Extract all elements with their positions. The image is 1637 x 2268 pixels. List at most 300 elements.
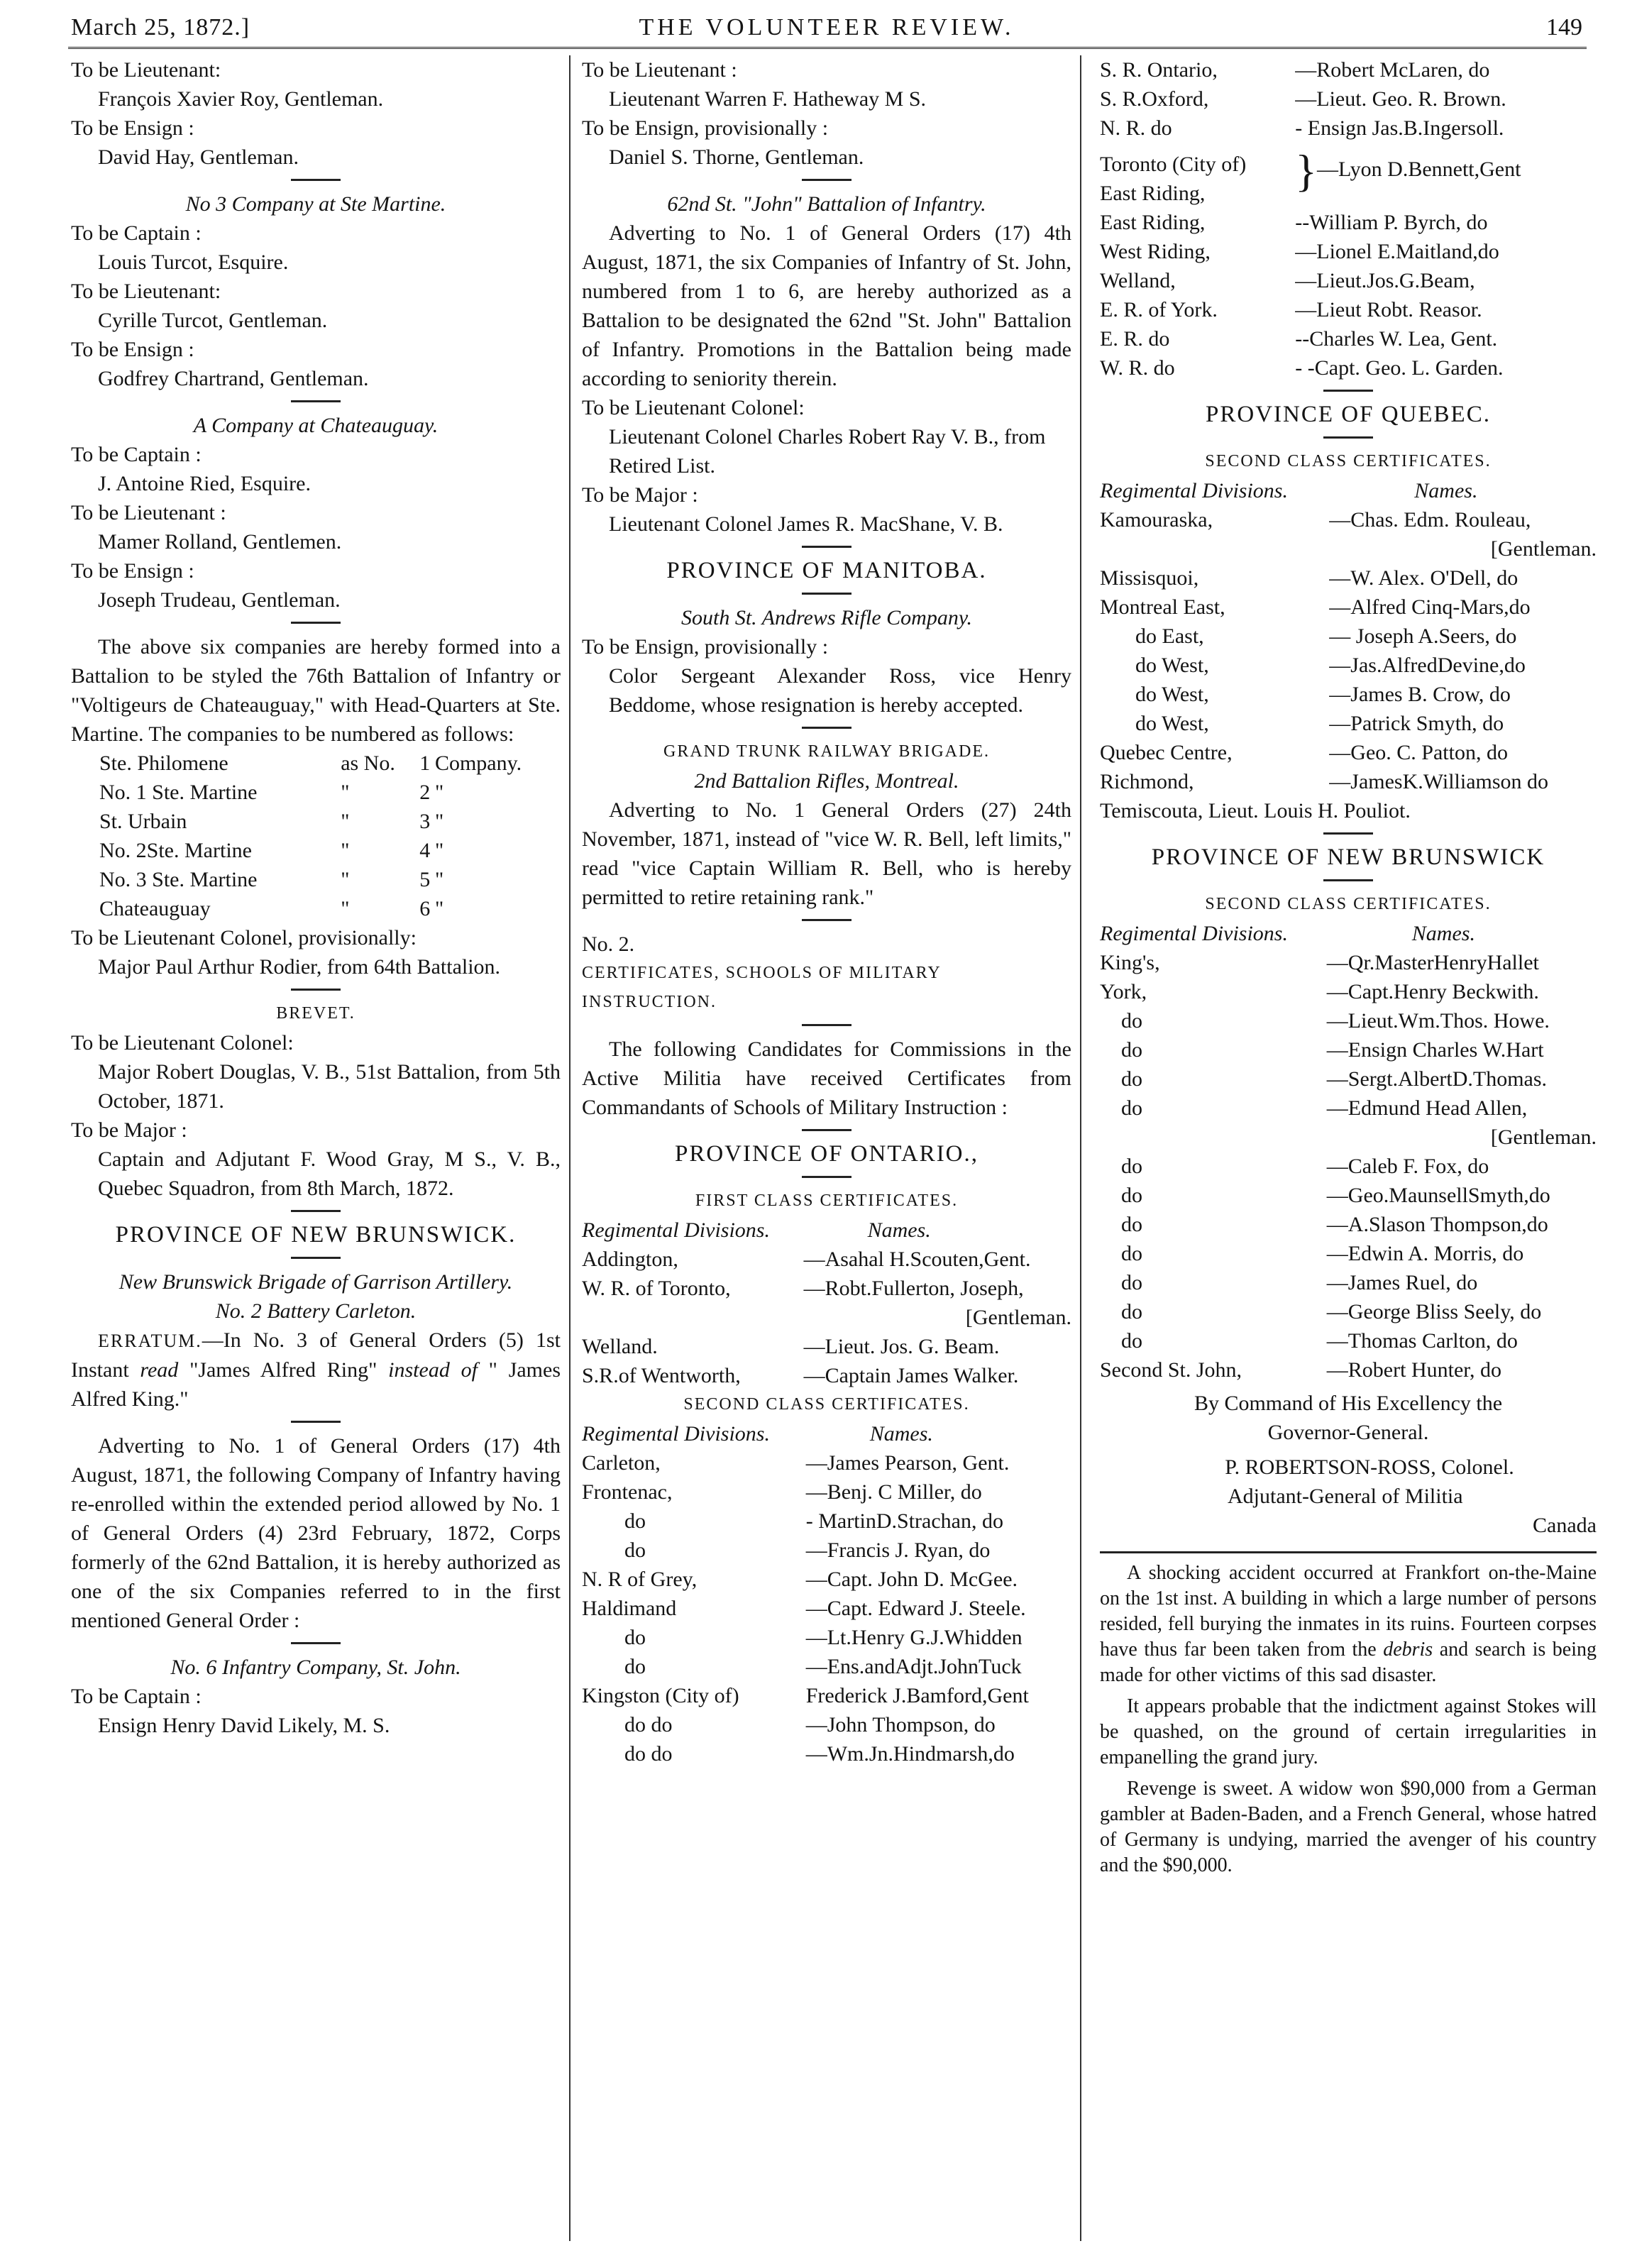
table-cell: York, <box>1100 980 1147 1003</box>
appointment-heading: To be Ensign : <box>71 116 194 140</box>
table-cell: do <box>1121 1300 1142 1323</box>
text-span: " James Alfred King." <box>71 1358 561 1411</box>
table-row <box>71 865 561 894</box>
table-cell: King's, <box>1100 951 1160 974</box>
table-cell: N. R of Grey, <box>582 1568 698 1591</box>
table-cell: E. R. do <box>1100 327 1170 351</box>
table-row <box>1100 55 1597 84</box>
appointment-heading: To be Ensign, provisionally : <box>582 635 829 659</box>
certificate-table-continued <box>1100 55 1597 382</box>
news-item: Revenge is sweet. A widow won $90,000 from a German gambler at Baden-Baden, and a French General, whose hatred of Germany is undying, married the avenger of his country and the $90,000. <box>1100 1778 1597 1876</box>
table-cell: do West, <box>1135 712 1209 735</box>
table-row <box>1100 114 1597 143</box>
table-cell: —James Ruel, do <box>1326 1271 1478 1294</box>
section-rule <box>291 400 341 402</box>
signature: P. ROBERTSON-ROSS, Colonel. <box>1225 1455 1514 1479</box>
table-row <box>1100 505 1597 534</box>
table-cell: No. 3 Ste. Martine <box>99 868 258 891</box>
erratum-paragraph <box>71 1326 561 1414</box>
section-rule <box>291 989 341 991</box>
section-rule <box>1100 1551 1597 1553</box>
text-span: A shocking accident occurred at Frankfort on-the-Maine on the 1st inst. A building in which a large number of persons resided, fell burying the inmates in its ruins. Fourteen corpses have thus far been taken from the <box>1100 1562 1597 1661</box>
table-cell: —Lieut. Jos. G. Beam. <box>803 1335 1000 1358</box>
text-span: read <box>140 1358 179 1382</box>
province-heading: PROVINCE OF QUEBEC. <box>1206 402 1491 427</box>
table-cell: " <box>341 781 350 804</box>
province-heading: PROVINCE OF ONTARIO., <box>674 1141 979 1167</box>
appointment-heading: To be Ensign, provisionally : <box>582 116 829 140</box>
table-row <box>1100 353 1597 382</box>
section-subheading: No. 2 Battery Carleton. <box>215 1299 417 1323</box>
province-heading: PROVINCE OF NEW BRUNSWICK. <box>115 1222 517 1248</box>
appointment-heading: To be Major : <box>582 483 698 507</box>
section-rule <box>802 1176 851 1178</box>
table-cell: Company. <box>434 752 522 775</box>
table-cell: —Thomas Carlton, do <box>1326 1329 1518 1353</box>
table-cell: S.R.of Wentworth, <box>582 1364 741 1387</box>
appointment-name: Louis Turcot, Esquire. <box>98 251 289 274</box>
section-rule <box>291 622 341 624</box>
table-row <box>1100 767 1597 796</box>
table-row <box>582 1507 1071 1536</box>
news-item: It appears probable that the indictment against Stokes will be quashed, on the ground of certain irregularities in empanelling the grand jury. <box>1100 1695 1597 1768</box>
table-cell: N. R. do <box>1100 116 1172 140</box>
paragraph: The following Candidates for Commissions in the Active Militia have received Certificates from Commandants of Schools of Military Instruction : <box>582 1037 1071 1119</box>
table-cell: —Sergt.AlbertD.Thomas. <box>1326 1067 1548 1091</box>
table-row <box>71 836 561 865</box>
table-row <box>1100 1268 1597 1297</box>
table-cell <box>1295 143 1597 208</box>
certificate-class-heading: SECOND CLASS CERTIFICATES. <box>1205 452 1492 470</box>
table-cell: - MartinD.Strachan, do <box>805 1509 1003 1533</box>
table-cell: do <box>624 1538 646 1562</box>
table-cell: do <box>1121 1067 1142 1091</box>
certificate-class-heading: SECOND CLASS CERTIFICATES. <box>1205 895 1492 913</box>
table-cell: 6 <box>419 897 431 920</box>
table-cell: —Capt.Henry Beckwith. <box>1326 980 1539 1003</box>
table-cell: —James Pearson, Gent. <box>805 1451 1010 1475</box>
table-row <box>582 1623 1071 1652</box>
table-cell <box>582 1303 804 1332</box>
table-row <box>1100 1239 1597 1268</box>
table-row <box>1100 1123 1597 1152</box>
table-row <box>1100 1210 1597 1239</box>
text-span: instead of <box>388 1358 478 1382</box>
section-rule <box>802 1129 851 1131</box>
table-row <box>582 1274 1071 1303</box>
table-cell: —Lieut.Jos.G.Beam, <box>1295 269 1475 292</box>
table-cell: do West, <box>1135 683 1209 706</box>
table-cell: Addington, <box>582 1248 678 1271</box>
section-subheading: BREVET. <box>276 1004 355 1023</box>
table-row <box>1100 1181 1597 1210</box>
column-header: Regimental Divisions. <box>1100 479 1288 502</box>
table-cell: Missisquoi, <box>1100 566 1199 590</box>
table-cell: Ste. Philomene <box>99 752 228 775</box>
section-rule <box>1323 390 1373 392</box>
page-header <box>71 14 1582 50</box>
table-cell: Richmond, <box>1100 770 1194 793</box>
table-cell: —Qr.MasterHenryHallet <box>1326 951 1539 974</box>
appointment-name: Lieutenant Colonel James R. MacShane, V. B. <box>609 512 1003 536</box>
table-cell: —James B. Crow, do <box>1329 683 1511 706</box>
appointment-heading: To be Lieutenant Colonel, provisionally: <box>71 926 417 949</box>
table-cell: —Capt. Edward J. Steele. <box>805 1597 1026 1620</box>
table-cell: —Lieut.Wm.Thos. Howe. <box>1326 1009 1550 1033</box>
section-subheading: CERTIFICATES, SCHOOLS OF MILITARY INSTRUCTION. <box>582 964 941 1011</box>
table-cell: " <box>434 868 444 891</box>
table-header-row <box>1100 919 1597 948</box>
table-cell: do <box>1121 1009 1142 1033</box>
paragraph: The above six companies are hereby formed into a Battalion to be styled the 76th Battalion of Infantry or "Voltigeurs de Chateauguay," with Head-Quarters at Ste. Martine. The companies to be numbered as follows: <box>71 635 561 746</box>
table-header-row <box>582 1419 1071 1448</box>
appointment-heading: To be Lieutenant Colonel: <box>71 1031 294 1055</box>
table-cell: do West, <box>1135 654 1209 677</box>
table-cell: —Wm.Jn.Hindmarsh,do <box>805 1742 1015 1766</box>
table-cell: —Robt.Fullerton, Joseph, <box>803 1277 1024 1300</box>
appointment-name: Ensign Henry David Likely, M. S. <box>98 1714 390 1737</box>
table-cell <box>1100 1123 1327 1152</box>
table-row <box>71 749 561 778</box>
paragraph: Adverting to No. 1 of General Orders (17) 4th August, 1871, the six Companies of Infantry of St. John, numbered from 1 to 6, are hereby authorized as a Battalion to be designated the 62nd "St. John" Battalion of Infantry. Promotions in the Battalion being made according to seniority therein. <box>582 221 1071 390</box>
section-subheading: GRAND TRUNK RAILWAY BRIGADE. <box>663 742 990 761</box>
table-cell: —Lionel E.Maitland,do <box>1295 240 1499 263</box>
appointment-heading: To be Lieutenant: <box>71 58 221 82</box>
table-header-row <box>1100 476 1597 505</box>
table-row <box>1100 1006 1597 1035</box>
table-row <box>582 1681 1071 1710</box>
table-cell: —Chas. Edm. Rouleau, <box>1329 508 1531 532</box>
column-divider <box>1080 55 1081 2241</box>
table-row <box>582 1565 1071 1594</box>
table-row <box>71 807 561 836</box>
table-cell: —Lieut Robt. Reasor. <box>1295 298 1482 321</box>
column-3 <box>1100 55 1597 1878</box>
table-row <box>582 1332 1071 1361</box>
table-cell: E. R. of York. <box>1100 298 1218 321</box>
appointment-name: Joseph Trudeau, Gentleman. <box>98 588 341 612</box>
column-header: Regimental Divisions. <box>582 1422 770 1446</box>
company-table <box>71 749 561 923</box>
table-cell: —John Thompson, do <box>805 1713 996 1736</box>
section-rule <box>802 179 851 181</box>
table-row <box>582 1477 1071 1507</box>
table-cell: 2 <box>419 781 431 804</box>
table-cell: [Gentleman. <box>1490 537 1597 561</box>
page-number: 149 <box>1546 14 1582 40</box>
division-name: Toronto (City of) <box>1100 153 1247 176</box>
appointment-heading: To be Captain : <box>71 443 202 466</box>
table-cell: " <box>341 839 350 862</box>
table-row <box>582 1245 1071 1274</box>
table-cell <box>1100 143 1295 208</box>
appointment-name: Godfrey Chartrand, Gentleman. <box>98 367 369 390</box>
appointment-heading: To be Lieutenant Colonel: <box>582 396 805 419</box>
table-row <box>1100 563 1597 593</box>
table-row <box>582 1710 1071 1739</box>
text-span: —In No. 3 of General Orders (5) 1st Instant <box>71 1328 561 1382</box>
table-cell: —Capt. John D. McGee. <box>805 1568 1018 1591</box>
section-subheading: 62nd St. "John" Battalion of Infantry. <box>667 192 986 216</box>
section-rule <box>802 593 851 595</box>
table-cell: —Lieut. Geo. R. Brown. <box>1295 87 1506 111</box>
table-row <box>1100 84 1597 114</box>
table-cell: —Benj. C Miller, do <box>805 1480 982 1504</box>
table-cell: —A.Slason Thompson,do <box>1326 1213 1548 1236</box>
table-cell: Chateauguay <box>99 897 211 920</box>
table-cell: Carleton, <box>582 1451 661 1475</box>
table-row <box>582 1303 1071 1332</box>
appointment-name: Lieutenant Colonel Charles Robert Ray V. B., from Retired List. <box>609 425 1046 478</box>
table-cell: " <box>341 868 350 891</box>
table-cell: —Caleb F. Fox, do <box>1326 1155 1489 1178</box>
table-row <box>1100 208 1597 237</box>
appointment-name: Cyrille Turcot, Gentleman. <box>98 309 328 332</box>
appointment-heading: To be Captain : <box>71 1685 202 1708</box>
section-rule <box>291 1421 341 1423</box>
table-cell: St. Urbain <box>99 810 187 833</box>
table-cell: do <box>1121 1096 1142 1120</box>
table-row <box>1100 237 1597 266</box>
table-cell: No. 1 Ste. Martine <box>99 781 258 804</box>
table-row <box>1100 651 1597 680</box>
table-cell <box>1100 534 1329 563</box>
table-cell: do <box>1121 1038 1142 1062</box>
section-rule <box>802 1024 851 1026</box>
appointment-heading: To be Lieutenant: <box>71 280 221 303</box>
table-header-row <box>582 1216 1071 1245</box>
table-cell: —Francis J. Ryan, do <box>805 1538 991 1562</box>
table-cell: do <box>1121 1213 1142 1236</box>
table-cell: —W. Alex. O'Dell, do <box>1329 566 1519 590</box>
table-cell: East Riding, <box>1100 211 1206 234</box>
appointment-name: François Xavier Roy, Gentleman. <box>98 87 384 111</box>
table-cell: W. R. of Toronto, <box>582 1277 731 1300</box>
table-row <box>582 1361 1071 1390</box>
table-cell: " <box>434 839 444 862</box>
table-cell: " <box>434 810 444 833</box>
table-row <box>582 1448 1071 1477</box>
table-cell: —Ensign Charles W.Hart <box>1326 1038 1544 1062</box>
section-rule <box>1323 832 1373 835</box>
column-header: Names. <box>1414 479 1478 502</box>
table-cell: " <box>434 897 444 920</box>
section-rule <box>291 1210 341 1212</box>
table-cell: 5 <box>419 868 431 891</box>
table-cell: —Robert Hunter, do <box>1326 1358 1502 1382</box>
certificate-table <box>1100 476 1597 796</box>
column-header: Names. <box>869 1422 933 1446</box>
table-row <box>1100 1326 1597 1355</box>
table-cell: " <box>341 810 350 833</box>
table-cell: W. R. do <box>1100 356 1175 380</box>
table-cell: —Patrick Smyth, do <box>1329 712 1504 735</box>
table-cell: do <box>1121 1329 1142 1353</box>
section-rule <box>291 179 341 181</box>
section-rule <box>291 1642 341 1644</box>
command-line: By Command of His Excellency the <box>1194 1392 1503 1415</box>
table-row-text: Temiscouta, Lieut. Louis H. Pouliot. <box>1100 799 1411 822</box>
table-cell: --William P. Byrch, do <box>1295 211 1488 234</box>
signature-place: Canada <box>1533 1514 1597 1537</box>
table-cell: Quebec Centre, <box>1100 741 1233 764</box>
certificate-class-heading: FIRST CLASS CERTIFICATES. <box>695 1191 959 1210</box>
table-row <box>1100 324 1597 353</box>
table-cell: do <box>624 1626 646 1649</box>
column-header: Regimental Divisions. <box>1100 922 1288 945</box>
signature-title: Adjutant-General of Militia <box>1228 1485 1463 1508</box>
brace-glyph: } <box>1295 145 1317 196</box>
table-row <box>1100 948 1597 977</box>
paragraph: Adverting to No. 1 General Orders (27) 24th November, 1871, instead of "vice W. R. Bell, left limits," read "vice Captain William R. Bell, who is hereby permitted to retire retaining rank." <box>582 798 1071 909</box>
table-cell: — Joseph A.Seers, do <box>1329 624 1517 648</box>
table-cell: [Gentleman. <box>965 1306 1071 1329</box>
table-row <box>71 778 561 807</box>
certificate-table <box>582 1419 1071 1768</box>
table-cell: —Robert McLaren, do <box>1295 58 1490 82</box>
appointment-name: Major Robert Douglas, V. B., 51st Battalion, from 5th October, 1871. <box>98 1060 561 1113</box>
certificate-table <box>1100 919 1597 1385</box>
table-cell: Kamouraska, <box>1100 508 1213 532</box>
table-row <box>582 1739 1071 1768</box>
table-row <box>1100 1035 1597 1064</box>
appointment-heading: To be Lieutenant : <box>71 501 226 524</box>
appointment-heading: To be Ensign : <box>71 338 194 361</box>
section-subheading: South St. Andrews Rifle Company. <box>681 606 972 629</box>
table-cell: —Jas.AlfredDevine,do <box>1329 654 1526 677</box>
table-cell: S. R.Oxford, <box>1100 87 1209 111</box>
table-row <box>1100 143 1597 208</box>
table-cell: —Edwin A. Morris, do <box>1326 1242 1524 1265</box>
appointment-heading: To be Ensign : <box>71 559 194 583</box>
command-line: Governor-General. <box>1267 1421 1429 1444</box>
appointment-heading: To be Major : <box>71 1118 187 1142</box>
table-cell: S. R. Ontario, <box>1100 58 1218 82</box>
section-rule <box>802 727 851 729</box>
certificate-table <box>582 1216 1071 1390</box>
table-cell: 3 <box>419 810 431 833</box>
table-cell: —Captain James Walker. <box>803 1364 1019 1387</box>
column-1 <box>71 55 561 1740</box>
table-row <box>1100 1297 1597 1326</box>
table-row <box>1100 534 1597 563</box>
table-cell: Welland, <box>1100 269 1176 292</box>
table-cell: 1 <box>419 752 431 775</box>
table-cell: —Geo. C. Patton, do <box>1329 741 1508 764</box>
table-cell: Welland. <box>582 1335 658 1358</box>
table-cell: --Charles W. Lea, Gent. <box>1295 327 1498 351</box>
table-cell: —Alfred Cinq-Mars,do <box>1329 595 1531 619</box>
table-row <box>582 1652 1071 1681</box>
certificate-class-heading: SECOND CLASS CERTIFICATES. <box>683 1395 970 1414</box>
section-subheading: A Company at Chateauguay. <box>193 414 439 437</box>
table-cell: —George Bliss Seely, do <box>1326 1300 1542 1323</box>
header-date: March 25, 1872.] <box>71 14 250 40</box>
table-cell: do <box>624 1655 646 1678</box>
table-row <box>1100 1094 1597 1123</box>
column-header: Regimental Divisions. <box>582 1218 770 1242</box>
section-subheading: New Brunswick Brigade of Garrison Artillery. <box>118 1270 513 1294</box>
table-cell: - -Capt. Geo. L. Garden. <box>1295 356 1504 380</box>
table-row <box>1100 680 1597 709</box>
section-subheading: No 3 Company at Ste Martine. <box>185 192 446 216</box>
header-rule <box>68 47 1587 49</box>
section-rule <box>802 546 851 548</box>
table-cell: do <box>1121 1155 1142 1178</box>
table-row <box>1100 1064 1597 1094</box>
section-rule <box>802 919 851 921</box>
text-span: debris <box>1383 1639 1433 1661</box>
table-row <box>1100 738 1597 767</box>
table-cell: Haldimand <box>582 1597 677 1620</box>
table-cell: Second St. John, <box>1100 1358 1242 1382</box>
table-cell: West Riding, <box>1100 240 1211 263</box>
table-cell: —JamesK.Williamson do <box>1329 770 1549 793</box>
table-cell: do <box>624 1509 646 1533</box>
table-cell: —Geo.MaunsellSmyth,do <box>1326 1184 1550 1207</box>
table-cell: —Ens.andAdjt.JohnTuck <box>805 1655 1022 1678</box>
erratum-label: ERRATUM. <box>98 1331 202 1351</box>
text-span: "James Alfred Ring" <box>178 1358 389 1382</box>
text-span: and search is being made for other victims of this sad disaster. <box>1100 1639 1597 1686</box>
appointment-name: Lieutenant Warren F. Hatheway M S. <box>609 87 927 111</box>
order-number: No. 2. <box>582 932 635 956</box>
column-header: Names. <box>867 1218 931 1242</box>
table-row <box>1100 709 1597 738</box>
table-cell: Frontenac, <box>582 1480 673 1504</box>
candidate-name: —Lyon D.Bennett,Gent <box>1316 157 1521 181</box>
table-row <box>1100 622 1597 651</box>
table-row <box>582 1594 1071 1623</box>
appointment-name: Daniel S. Thorne, Gentleman. <box>609 145 864 169</box>
table-cell: do East, <box>1135 624 1204 648</box>
appointment-name: J. Antoine Ried, Esquire. <box>98 472 311 495</box>
section-subheading: 2nd Battalion Rifles, Montreal. <box>694 769 959 793</box>
table-row <box>71 894 561 923</box>
appointment-heading: To be Lieutenant : <box>582 58 737 82</box>
table-row <box>1100 266 1597 295</box>
table-row <box>1100 1355 1597 1385</box>
table-cell: [Gentleman. <box>1490 1125 1597 1149</box>
news-item <box>1100 1560 1597 1688</box>
table-cell: " <box>341 897 350 920</box>
section-rule <box>1323 436 1373 439</box>
table-cell: —Asahal H.Scouten,Gent. <box>803 1248 1031 1271</box>
table-cell: - Ensign Jas.B.Ingersoll. <box>1295 116 1504 140</box>
column-header: Names. <box>1411 922 1475 945</box>
table-row <box>582 1536 1071 1565</box>
appointment-name: Mamer Rolland, Gentlemen. <box>98 530 342 554</box>
column-2 <box>582 55 1071 1768</box>
table-row <box>1100 295 1597 324</box>
section-subheading: No. 6 Infantry Company, St. John. <box>170 1656 461 1679</box>
table-cell: do <box>1121 1242 1142 1265</box>
header-title: THE VOLUNTEER REVIEW. <box>639 14 1015 40</box>
appointment-name: Major Paul Arthur Rodier, from 64th Battalion. <box>98 955 501 979</box>
appointment-name: David Hay, Gentleman. <box>98 145 299 169</box>
table-cell: as No. <box>341 752 395 775</box>
appointment-name: Color Sergeant Alexander Ross, vice Henry Beddome, whose resignation is hereby accepted. <box>609 664 1071 717</box>
table-cell: Kingston (City of) <box>582 1684 739 1707</box>
table-cell: Montreal East, <box>1100 595 1225 619</box>
appointment-name: Captain and Adjutant F. Wood Gray, M S., V. B., Quebec Squadron, from 8th March, 1872. <box>98 1147 561 1200</box>
column-divider <box>569 55 571 2241</box>
table-cell: do <box>1121 1271 1142 1294</box>
division-name: East Riding, <box>1100 182 1206 205</box>
table-row <box>1100 1152 1597 1181</box>
section-rule <box>291 1257 341 1259</box>
table-row <box>1100 977 1597 1006</box>
